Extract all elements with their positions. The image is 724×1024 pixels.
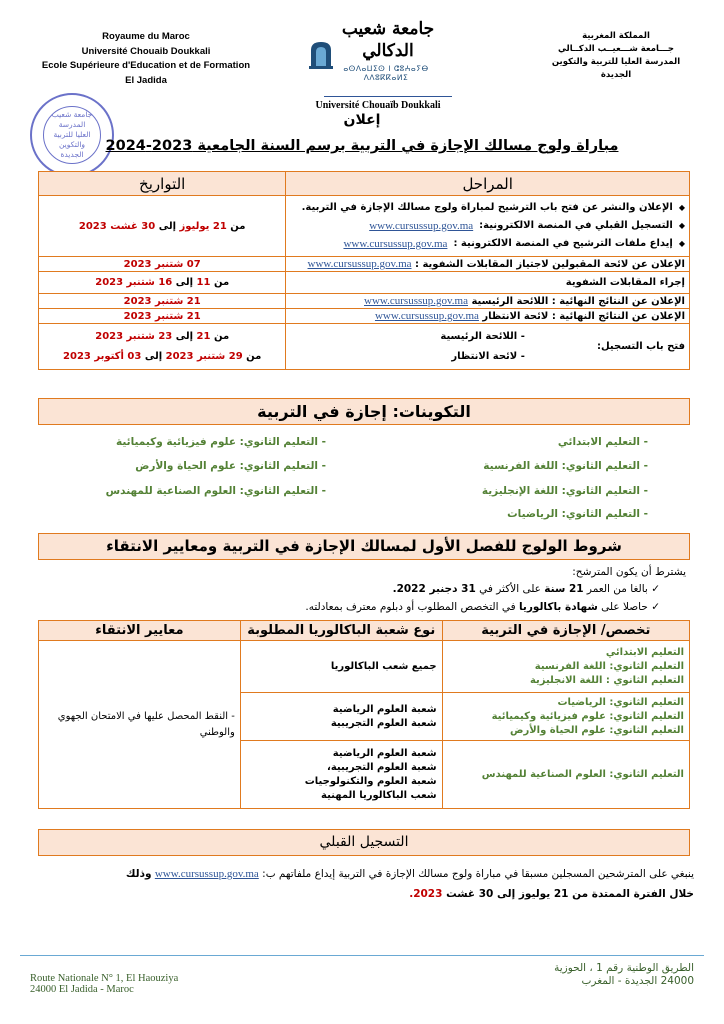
- stage-text: الإعلان عن النتائج النهائية : اللائحة الرئيسية: [471, 296, 685, 307]
- university-logo: [304, 18, 452, 111]
- stamp-text: جامعة شعيب: [51, 110, 93, 119]
- table-row: [39, 324, 690, 370]
- header-right-line: المملكة المغربية: [582, 31, 650, 41]
- preregistration-period: خلال الفترة الممتدة من 21 يوليوز إلى 30 غشت 2023.: [409, 888, 694, 900]
- logo-arabic-name: جامعة شعيب الدكالي: [341, 19, 435, 61]
- check-icon: ✓: [651, 601, 660, 613]
- cursussup-link[interactable]: www.cursussup.gov.ma: [343, 238, 448, 250]
- bullet-icon: ◆: [678, 221, 685, 230]
- cursussup-link[interactable]: www.cursussup.gov.ma: [374, 310, 479, 322]
- training-item: - التعليم الثانوي: الرياضيات: [507, 508, 648, 520]
- page-title: إعلان: [343, 112, 381, 128]
- stage-text: إيداع ملفات الترشيح في المنصة الالكترونية :: [453, 238, 673, 249]
- preregistration-text: ينبغي على المترشحين المسجلين مسبقا في مباراة ولوج مسالك الإجازة في التربية إيداع ملفاتهم ب: www.cursussup.gov.ma وذلك: [125, 868, 694, 880]
- header-left-block: [30, 30, 262, 88]
- bullet-icon: ◆: [678, 239, 685, 248]
- footer-address-fr: Route Nationale N° 1, El Haouziya 24000 El Jadida - Maroc: [30, 973, 179, 995]
- registration-label: فتح باب التسجيل:: [596, 341, 685, 352]
- specialty-item: التعليم الثانوي: علوم فيزيائية وكيميائية: [491, 710, 684, 722]
- stamp-text: الجديدة: [60, 150, 84, 159]
- table-row: [39, 272, 690, 294]
- university-emblem-icon: [308, 38, 334, 70]
- date-cell: 21 شتنبر 2023: [39, 294, 286, 309]
- date-cell: 21 شتنبر 2023: [39, 309, 286, 324]
- specialty-item: التعليم الثانوي: العلوم الصناعية للمهندس: [442, 741, 689, 809]
- date-cell: من 21 يوليوز إلى 30 غشت 2023: [39, 196, 286, 257]
- training-item: - التعليم الثانوي: اللغة الفرنسية: [483, 460, 648, 472]
- bac-item: شعبة العلوم التجريبية: [330, 717, 437, 729]
- specialty-item: التعليم الثانوي: علوم الحياة والأرض: [510, 724, 684, 736]
- header-right-line: جـــامعة شـــعيــب الدكــالي: [557, 44, 675, 54]
- training-item: - التعليم الثانوي: العلوم الصناعية للمهندس: [105, 485, 326, 497]
- specialty-item: التعليم الثانوي : اللغة الانجليزية: [529, 674, 684, 686]
- cursussup-link[interactable]: www.cursussup.gov.ma: [154, 868, 259, 880]
- table-row: [39, 257, 690, 272]
- conditions-section-title: شروط الولوج للفصل الأول لمسالك الإجازة في التربية ومعايير الانتقاء: [38, 533, 690, 560]
- stage-text: إجراء المقابلات الشفوية: [286, 272, 690, 294]
- wait-list-label: - لائحة الانتظار: [451, 350, 525, 362]
- stage-text: الإعلان والنشر عن فتح باب الترشيح لمباراة ولوج مسالك الإجازة في التربية.: [301, 202, 673, 213]
- header-right-line: الجديدة: [600, 70, 632, 80]
- official-stamp: [30, 93, 114, 177]
- cursussup-link[interactable]: www.cursussup.gov.ma: [307, 258, 412, 270]
- cursussup-link[interactable]: www.cursussup.gov.ma: [369, 220, 474, 232]
- header-left-line: Université Chouaib Doukkali: [81, 45, 211, 57]
- bac-item: شعبة العلوم الرياضية: [332, 747, 437, 759]
- col-stages-header: المراحل: [286, 172, 690, 196]
- logo-french-name: Université Chouaïb Doukkali: [315, 100, 441, 111]
- main-list-label: - اللائحة الرئيسية: [440, 330, 525, 342]
- bac-item: شعبة العلوم التجريبية،: [327, 761, 437, 773]
- bac-item: جميع شعب الباكالوريا: [240, 641, 442, 693]
- bac-item: شعبة العلوم والتكنولوجيات: [304, 775, 437, 787]
- cursussup-link[interactable]: www.cursussup.gov.ma: [364, 295, 468, 307]
- bac-item: شعبة العلوم الرياضية: [332, 703, 437, 715]
- header-right-line: المدرسة العليا للتربية والتكوين: [551, 57, 681, 67]
- table-row: [39, 196, 690, 257]
- condition-item: ✓ بالغا من العمر 21 سنة على الأكثر في 31 دجنبر 2022.: [392, 583, 660, 595]
- specialty-item: التعليم الثانوي: الرياضيات: [557, 696, 684, 708]
- stamp-text: والتكوين: [58, 140, 86, 149]
- table-row: [39, 309, 690, 324]
- preregistration-section-title: التسجيل القبلي: [38, 829, 690, 856]
- header-left-line: El Jadida: [125, 74, 167, 86]
- col-bac-header: نوع شعبة الباكالوريا المطلوبة: [240, 621, 442, 641]
- check-icon: ✓: [651, 583, 660, 595]
- training-item: - التعليم الابتدائي: [557, 436, 648, 448]
- date-cell: من 11 إلى 16 شتنبر 2023: [39, 272, 286, 294]
- table-header-row: [39, 621, 690, 641]
- page-subtitle: مباراة ولوج مسالك الإجازة في التربية برسم السنة الجامعية 2023-2024: [105, 138, 619, 154]
- training-item: - التعليم الثانوي: علوم فيزيائية وكيميائية: [115, 436, 326, 448]
- training-item: - التعليم الثانوي: اللغة الإنجليزية: [481, 485, 648, 497]
- stage-text: التسجيل القبلي في المنصة الالكترونية:: [479, 220, 673, 231]
- footer-address-ar: الطريق الوطنية رقم 1 ، الحوزية 24000 الجديدة - المغرب: [554, 962, 694, 987]
- requirements-table: [38, 620, 690, 809]
- footer-divider: [20, 955, 704, 956]
- col-specialty-header: تخصص/ الإجازة في التربية: [442, 621, 689, 641]
- table-row: [39, 641, 690, 693]
- stamp-text: العليا للتربية: [53, 130, 91, 139]
- table-row: [39, 294, 690, 309]
- col-dates-header: التواريخ: [39, 172, 286, 196]
- bac-item: شعب الباكالوريا المهنية: [321, 789, 437, 801]
- stage-text: الإعلان عن لائحة المقبولين لاجتياز المقابلات الشفوية :: [415, 259, 685, 270]
- specialty-item: التعليم الثانوي: اللغة الفرنسية: [534, 660, 684, 672]
- date-cell: 07 شتنبر 2023: [39, 257, 286, 272]
- conditions-intro: يشترط أن يكون المترشح:: [572, 566, 686, 578]
- date-cell: من 21 إلى 23 شتنبر 2023 من 29 شتنبر 2023 إلى 03 أكتوبر 2023: [39, 324, 286, 370]
- logo-underline: [324, 96, 452, 97]
- header-left-line: Ecole Supérieure d'Education et de Formation: [41, 60, 251, 71]
- header-right-block: [532, 30, 700, 82]
- condition-item: ✓ حاصلا على شهادة باكالوريا في التخصص المطلوب أو دبلوم معترف بمعادلته.: [305, 601, 660, 613]
- selection-criteria: - النقط المحصل عليها في الامتحان الجهوي والوطني: [39, 641, 241, 809]
- stage-text: الإعلان عن النتائج النهائية : لائحة الانتظار: [482, 311, 685, 322]
- header-left-line: Royaume du Maroc: [102, 31, 190, 42]
- table-header-row: [39, 172, 690, 196]
- specialty-item: التعليم الابتدائي: [605, 646, 684, 658]
- bullet-icon: ◆: [678, 203, 685, 212]
- trainings-section-title: التكوينات: إجازة في التربية: [38, 398, 690, 425]
- schedule-table: [38, 171, 690, 370]
- logo-tifinagh-name: ⴰⵙⴷⴰⵡⵉⵙ ⵏ ⵛⵓⵄⴰⵢⴱ ⴷⴷⵓⴽⴽⴰⵍⵉ: [343, 64, 429, 82]
- stamp-text: المدرسة: [58, 120, 86, 129]
- training-item: - التعليم الثانوي: علوم الحياة والأرض: [135, 460, 326, 472]
- col-criteria-header: معايير الانتقاء: [39, 621, 241, 641]
